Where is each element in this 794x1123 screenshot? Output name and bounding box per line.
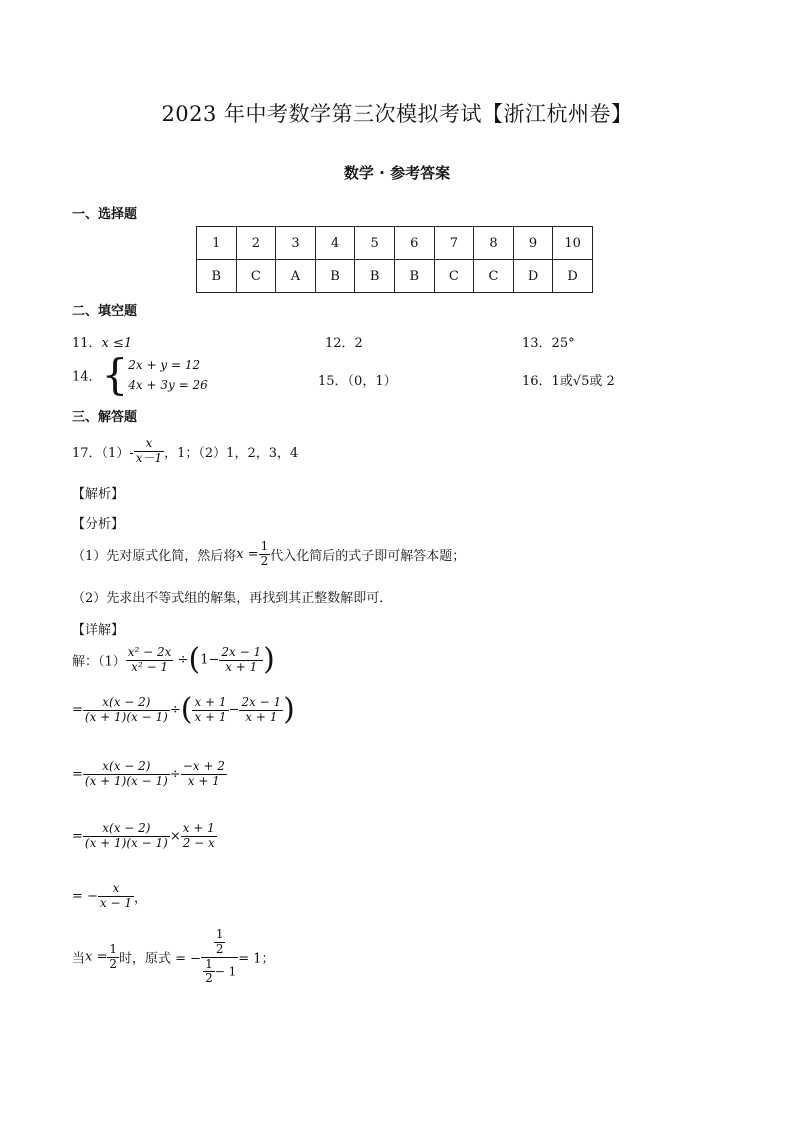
table-row-answers [197,260,593,293]
fraction-denominator: 2 [215,941,224,956]
fraction-numerator: 2x − 1 [221,644,262,659]
solution-text: 当 [72,951,86,967]
fraction-numerator: x(x − 2) [83,760,170,775]
table-cell: C [434,260,474,293]
q14-equation-2: 4x + 3y = 26 [128,378,208,392]
fraction-denominator: 2 [109,956,118,971]
solution-term: − 1 [214,963,237,978]
answer-q16 [522,370,615,389]
divide-sign: ÷ [169,766,181,782]
table-cell: A [276,260,316,293]
times-sign: × [169,828,181,844]
table-row-numbers [197,227,593,260]
section-fill-blank: 二、填空题 [72,304,138,319]
solution-fraction [126,646,174,675]
fraction-denominator: 2 − x [182,835,215,850]
q14-equation-1: 2x + y = 12 [128,358,201,372]
compound-numerator [201,928,238,958]
answer-q13: 13．25° [522,336,575,351]
solution-fraction [83,760,170,789]
analysis-text: （1）先对原式化简，然后将 [72,548,237,564]
fraction-numerator: x(x − 2) [83,822,170,837]
table-cell: 7 [434,227,474,260]
table-cell: 5 [355,227,395,260]
answer-q15: 15．（0，1） [318,374,397,389]
divide-sign: ÷ [169,702,181,718]
solution-variable: x = [85,949,108,965]
table-cell: B [394,260,434,293]
table-cell: 4 [315,227,355,260]
q17-prefix: 17．（1）- [72,445,134,461]
analysis-line-2: （2）先求出不等式组的解集，再找到其正整数解即可． [72,591,393,606]
solution-text: 时，原式 = − [119,951,202,967]
fraction-denominator: (x + 1)(x − 1) [84,709,168,724]
q11-answer: x ≤1 [101,336,133,351]
table-cell: D [513,260,553,293]
solution-fraction [107,943,119,972]
analysis-line-1 [72,540,465,569]
section-solutions: 三、解答题 [72,410,138,425]
answer-table [196,226,593,293]
label-fenxi: 【分析】 [72,517,125,532]
fraction-numerator: 1 [260,539,269,553]
fraction-denominator: x + 1 [245,709,278,724]
solution-fraction [181,822,217,851]
answer-q17 [72,437,298,466]
table-cell: 6 [394,227,434,260]
left-paren-icon: ( [180,692,193,727]
solution-label: 解：（1） [72,654,126,670]
page-subtitle: 数学 · 参考答案 [343,164,451,182]
table-cell: 3 [276,227,316,260]
fraction-numerator: x² − 2x [127,644,172,659]
solution-fraction [214,928,226,957]
answer-q14 [72,350,208,399]
q11-number: 11． [72,336,102,351]
fraction-numerator: 2x − 1 [241,694,282,709]
table-cell: D [553,260,593,293]
fraction-denominator: (x + 1)(x − 1) [84,835,168,850]
answer-q12: 12．2 [325,336,363,351]
page-title: 2023 年中考数学第三次模拟考试【浙江杭州卷】 [161,102,633,126]
solution-line-4 [72,822,217,851]
fraction-denominator: 2 [260,553,269,568]
table-cell: 1 [197,227,237,260]
solution-term: 1− [200,652,220,668]
q16-part-b: 或 2 [589,374,615,389]
fraction-numerator: x [134,437,164,452]
fraction-denominator: x² − 1 [131,659,169,674]
analysis-variable: x = [236,546,259,562]
solution-fraction [83,822,170,851]
fraction-numerator: 1 [205,956,213,971]
solution-fraction [219,646,263,675]
analysis-fraction [259,540,271,569]
solution-line-2 [72,692,295,727]
table-cell: C [236,260,276,293]
fraction-numerator: x + 1 [194,694,227,709]
table-cell: B [315,260,355,293]
table-cell: C [474,260,514,293]
fraction-denominator: x + 1 [194,709,227,724]
analysis-text: 代入化简后的式子即可解答本题； [270,548,466,564]
fraction-numerator: x + 1 [182,821,215,835]
equals-sign: = [72,766,83,782]
fraction-numerator: x [98,882,134,897]
solution-line-6 [72,928,275,986]
table-cell: B [355,260,395,293]
right-paren-icon: ) [263,642,275,677]
solution-fraction [98,882,134,911]
label-xiangjie: 【详解】 [72,623,125,638]
solution-line-3 [72,760,227,789]
q16-part-a: 16．1或 [522,374,573,389]
solution-line-1 [72,642,275,677]
q17-suffix: ，1；（2）1，2，3，4 [164,445,299,461]
equals-sign: = [72,702,83,718]
equals-sign: = [72,828,83,844]
minus-sign: − [228,702,240,718]
solution-line-5 [72,882,147,911]
q16-sqrt: √5 [572,374,590,389]
fraction-numerator: −x + 2 [182,759,225,773]
fraction-denominator: x + 1 [225,659,258,674]
fraction-denominator: x − 1 [99,895,133,910]
table-cell: 2 [236,227,276,260]
left-brace-icon: { [101,350,129,399]
equals-sign: = − [72,888,98,904]
fraction-denominator: 2 [205,971,213,986]
right-paren-icon: ) [283,692,295,727]
label-jiexi: 【解析】 [72,487,125,502]
q14-number: 14． [72,369,102,385]
section-multiple-choice: 一、选择题 [72,207,138,222]
table-cell: 8 [474,227,514,260]
fraction-denominator: (x + 1)(x − 1) [84,773,168,788]
fraction-numerator: 1 [215,927,224,941]
fraction-numerator: 1 [109,941,118,956]
answer-q11 [72,332,132,351]
q14-system [128,355,207,395]
solution-text: = 1； [238,951,275,967]
q17-fraction [134,437,164,466]
solution-fraction [192,696,228,725]
solution-fraction [181,760,227,789]
compound-denominator [201,958,238,987]
divide-sign: ÷ [177,652,189,668]
solution-fraction [83,696,170,725]
fraction-denominator: x + 1 [187,773,220,788]
fraction-denominator: x－1 [135,450,163,465]
left-paren-icon: ( [188,642,201,677]
table-cell: 9 [513,227,553,260]
solution-fraction [239,696,283,725]
table-cell: 10 [553,227,593,260]
solution-fraction [203,958,215,987]
compound-fraction [201,928,238,986]
fraction-numerator: x(x − 2) [83,696,170,711]
comma: ， [134,890,148,906]
table-cell: B [197,260,237,293]
